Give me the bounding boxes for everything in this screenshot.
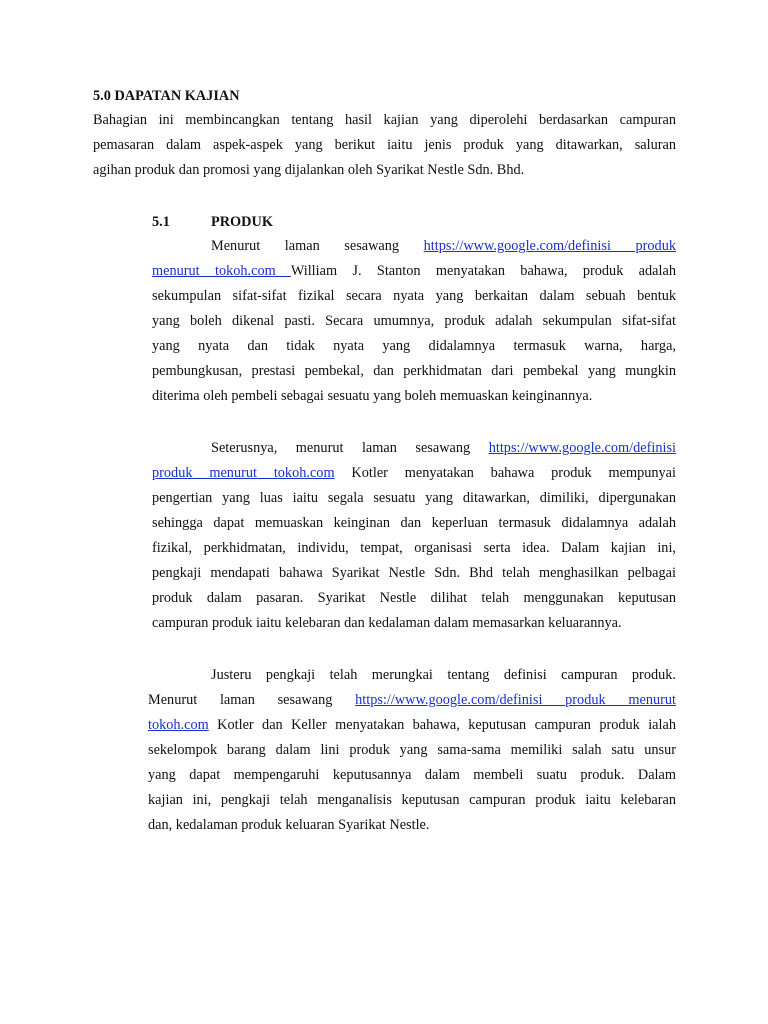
para3-line-7: dan, kedalaman produk keluaran Syarikat Nestle. bbox=[148, 817, 430, 833]
para2-line-3: pengertian yang luas iaitu segala sesuatu yang ditawarkan, dimiliki, dipergunakan bbox=[152, 490, 676, 506]
para2-text-2: Kotler menyatakan bahawa produk mempunyai bbox=[334, 465, 676, 481]
para3-line-2 bbox=[148, 688, 676, 713]
para3-line-1 bbox=[152, 663, 676, 688]
section-heading: 5.0 DAPATAN KAJIAN bbox=[93, 88, 240, 104]
para3-text-1: Justeru pengkaji telah merungkai tentang definisi campuran produk. bbox=[211, 667, 676, 683]
para3-text-3: Kotler dan Keller menyatakan bahawa, keputusan campuran produk ialah bbox=[208, 717, 676, 733]
paragraph-produk-3-body bbox=[148, 688, 676, 838]
para1-line-6: pembungkusan, prestasi pembekal, dan perkhidmatan dari pembekal yang mungkin bbox=[152, 363, 676, 379]
para1-link-1[interactable]: https://www.google.com/definisi produk bbox=[423, 238, 676, 254]
para1-text-1: Menurut laman sesawang bbox=[211, 238, 400, 254]
para2-line-6: pengkaji mendapati bahawa Syarikat Nestle Sdn. Bhd telah menghasilkan pelbagai bbox=[152, 565, 676, 581]
para3-line-3 bbox=[148, 713, 676, 738]
para2-line-5: fizikal, perkhidmatan, individu, tempat, organisasi serta idea. Dalam kajian ini, bbox=[152, 540, 676, 556]
para1-text-2: William J. Stanton menyatakan bahawa, produk adalah bbox=[290, 263, 676, 279]
para2-text-1: Seterusnya, menurut laman sesawang bbox=[211, 440, 471, 456]
para2-link-2[interactable]: produk menurut tokoh.com bbox=[152, 465, 335, 481]
intro-line-2: pemasaran dalam aspek-aspek yang berikut iaitu jenis produk yang ditawarkan, saluran bbox=[93, 137, 676, 153]
para2-line-7: produk dalam pasaran. Syarikat Nestle dilihat telah menggunakan keputusan bbox=[152, 590, 676, 606]
para2-line-8: campuran produk iaitu kelebaran dan kedalaman dalam memasarkan keluarannya. bbox=[152, 615, 622, 631]
para3-link-1[interactable]: https://www.google.com/definisi produk menurut bbox=[355, 692, 676, 708]
para3-line-4: sekelompok barang dalam lini produk yang sama-sama memiliki salah satu unsur bbox=[148, 742, 676, 758]
para1-line-4: yang boleh dikenal pasti. Secara umumnya, produk adalah sekumpulan sifat-sifat bbox=[152, 313, 676, 329]
paragraph-produk-3 bbox=[152, 663, 676, 688]
paragraph-produk-1 bbox=[152, 234, 676, 409]
para1-line-3: sekumpulan sifat-sifat fizikal secara nyata yang berkaitan dalam sebuah bentuk bbox=[152, 288, 676, 304]
subsection-title: PRODUK bbox=[211, 214, 273, 230]
para1-line-1 bbox=[152, 234, 676, 259]
para3-link-2[interactable]: tokoh.com bbox=[148, 717, 209, 733]
para3-line-6: kajian ini, pengkaji telah menganalisis keputusan campuran produk iaitu kelebaran bbox=[148, 792, 676, 808]
intro-paragraph bbox=[93, 108, 676, 183]
intro-line-3: agihan produk dan promosi yang dijalankan oleh Syarikat Nestle Sdn. Bhd. bbox=[93, 162, 525, 178]
para3-text-2: Menurut laman sesawang bbox=[148, 692, 333, 708]
para1-line-2 bbox=[152, 259, 676, 284]
para2-line-4: sehingga dapat memuaskan keinginan dan keperluan termasuk didalamnya adalah bbox=[152, 515, 676, 531]
subsection-number: 5.1 bbox=[152, 214, 170, 230]
para1-line-5: yang nyata dan tidak nyata yang didalamnya termasuk warna, harga, bbox=[152, 338, 676, 354]
para3-line-5: yang dapat mempengaruhi keputusannya dalam membeli suatu produk. Dalam bbox=[148, 767, 676, 783]
para2-line-1 bbox=[152, 436, 676, 461]
para1-line-7: diterima oleh pembeli sebagai sesuatu yang boleh memuaskan keinginannya. bbox=[152, 388, 593, 404]
intro-line-1: Bahagian ini membincangkan tentang hasil kajian yang diperolehi berdasarkan campuran bbox=[93, 112, 676, 128]
paragraph-produk-2 bbox=[152, 436, 676, 636]
para2-line-2 bbox=[152, 461, 676, 486]
para1-link-2[interactable]: menurut tokoh.com bbox=[152, 263, 291, 279]
para2-link-1[interactable]: https://www.google.com/definisi bbox=[488, 440, 676, 456]
